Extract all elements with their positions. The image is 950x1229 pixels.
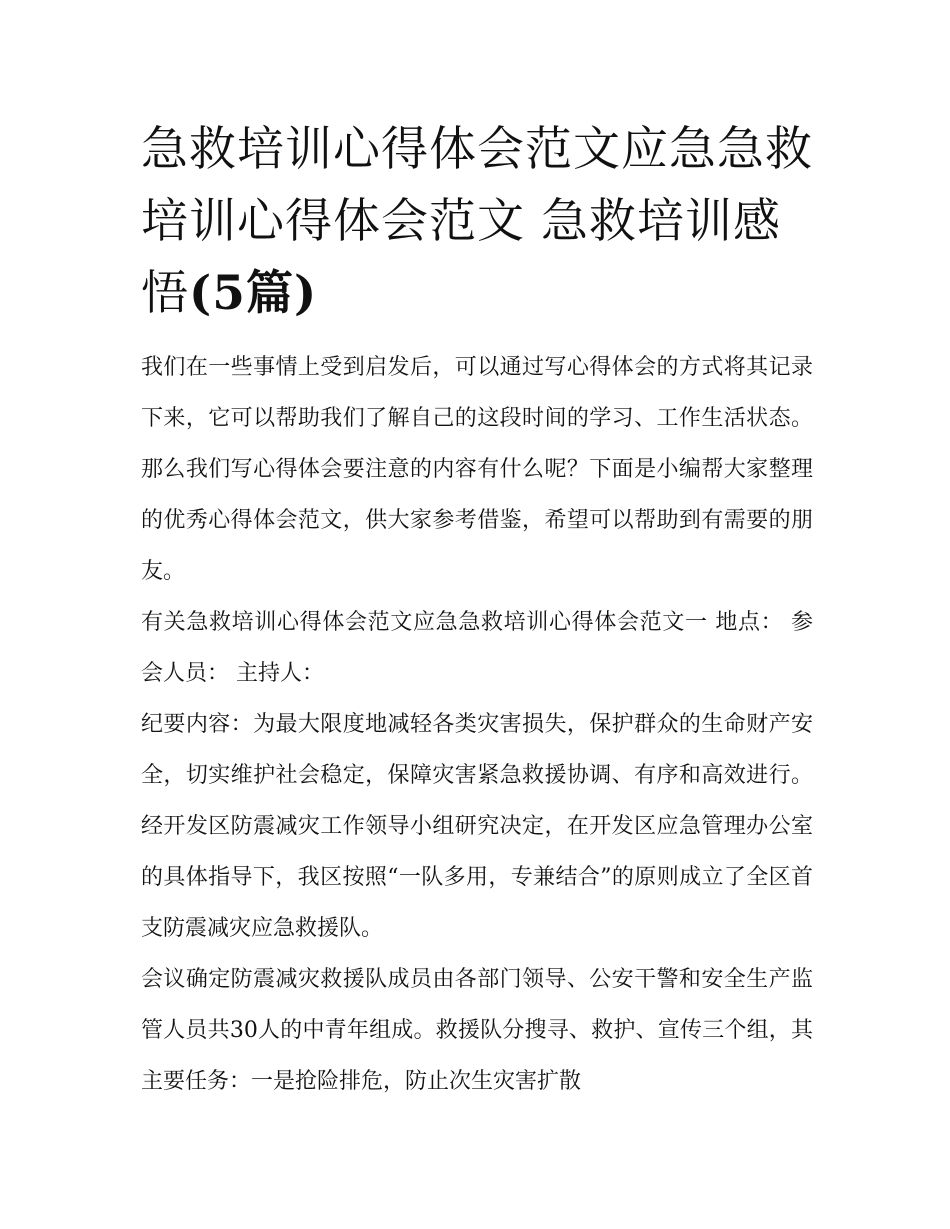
document-title — [141, 114, 813, 330]
paragraph-team: 会议确定防震减灾救援队成员由各部门领导、公安干警和安全生产监管人员共30人的中青年组成。救援队分搜寻、救护、宣传三个组，其主要任务：一是抢险排危，防止次生灾害扩散 — [141, 967, 813, 1094]
title-suffix: (5篇) — [189, 266, 318, 321]
document-page — [141, 114, 813, 1107]
document-body — [141, 342, 813, 1107]
title-text: 急救培训心得体会范文应急急救培训心得体会范文 急救培训感悟 — [141, 122, 813, 321]
paragraph-minutes: 纪要内容：为最大限度地减轻各类灾害损失，保护群众的生命财产安全，切实维护社会稳定，保障灾害紧急救援协调、有序和高效进行。经开发区防震减灾工作领导小组研究决定，在开发区应急管理办公室的具体指导下，我区按照“一队多用，专兼结合”的原则成立了全区首支防震减灾应急救援队。 — [141, 712, 813, 941]
paragraph-intro: 我们在一些事情上受到启发后，可以通过写心得体会的方式将其记录下来，它可以帮助我们了解自己的这段时间的学习、工作生活状态。那么我们写心得体会要注意的内容有什么呢？下面是小编帮大家整理的优秀心得体会范文，供大家参考借鉴，希望可以帮助到有需要的朋友。 — [141, 355, 813, 584]
paragraph-meeting-header: 有关急救培训心得体会范文应急急救培训心得体会范文一 地点： 参会人员： 主持人： — [141, 610, 813, 686]
